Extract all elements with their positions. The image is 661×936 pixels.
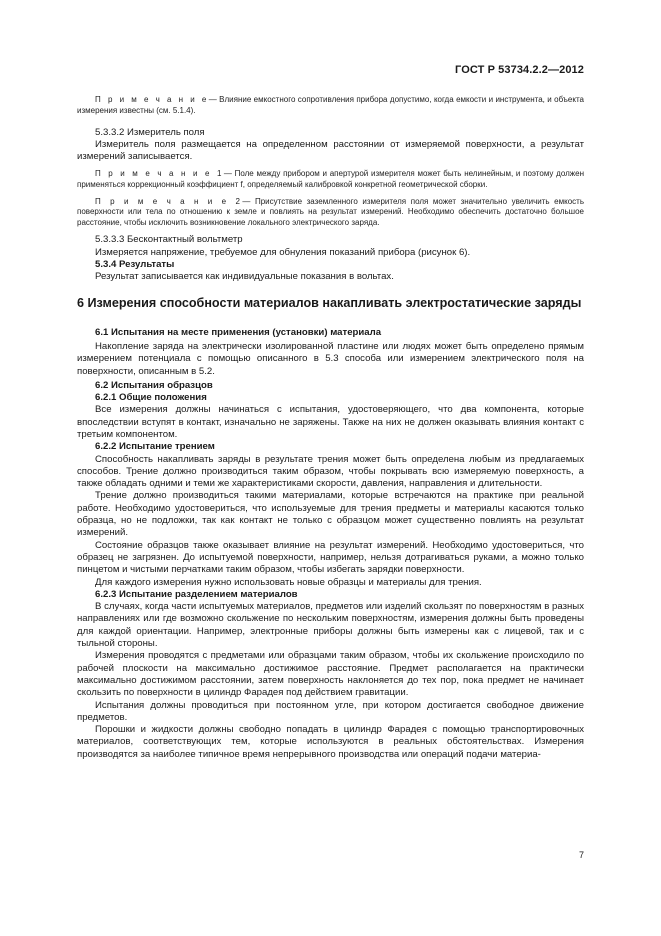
section-6-2-3-paragraph-4: Порошки и жидкости должны свободно попадать в цилиндр Фарадея с помощью транспортировочных материалов, соответствующих тем, которые используются в реальных обстоятельствах. Измерения производятся за наиболее типичное время непрерывного производства или операций подачи материа- (77, 724, 584, 760)
section-5-3-3-2-text: Измеритель поля размещается на определенном расстоянии от измеряемой поверхности, а результат измерений записывается. (77, 139, 584, 163)
note-label: П р и м е ч а н и е (95, 95, 209, 104)
note-1-label: П р и м е ч а н и е 1 (95, 168, 224, 178)
section-5-3-3-3-text: Измеряется напряжение, требуемое для обнуления показаний прибора (рисунок 6). (95, 246, 471, 258)
section-6-2-3-paragraph-3: Испытания должны проводиться при постоянном угле, при котором достигается свободное движение предметов. (77, 699, 584, 723)
section-6-title: 6 Измерения способности материалов накапливать электростатические заряды (77, 296, 582, 311)
section-6-2-title: 6.2 Испытания образцов (95, 379, 213, 391)
note-2-label: П р и м е ч а н и е 2 (95, 196, 243, 206)
section-6-2-2-paragraph-4: Для каждого измерения нужно использовать новые образцы и материалы для трения. (95, 576, 482, 588)
section-6-2-2-paragraph-1: Способность накапливать заряды в результате трения может быть определена любым из предлагаемых способов. Трение должно производиться таким образом, чтобы покрывать всю измеряемую поверхность, а также обладать одними и теми же характеристиками скорости, давления, направления и длительности. (77, 453, 584, 490)
note-1-paragraph (77, 169, 584, 191)
note-1-text: — Поле между прибором и апертурой измерителя может быть нелинейным, и поэтому должен применяться коррекционный коэффициент f, определяемый калибровкой конкретной геометрической сборки. (77, 168, 584, 189)
page-header-standard-number: ГОСТ Р 53734.2.2—2012 (455, 64, 584, 76)
section-6-2-1-text: Все измерения должны начинаться с испытания, удостоверяющего, что два компонента, которые впоследствии вступят в контакт, изначально не заряжены. Также на них не должен оказывать влияния контакт с третьим компонентом. (77, 404, 584, 440)
page-number: 7 (578, 850, 584, 860)
section-5-3-3-2-title: 5.3.3.2 Измеритель поля (95, 126, 205, 138)
page-content (77, 95, 584, 761)
note-2-paragraph (77, 197, 584, 230)
section-6-2-3-title: 6.2.3 Испытание разделением материалов (95, 588, 298, 600)
section-6-2-1-title: 6.2.1 Общие положения (95, 392, 207, 404)
note-paragraph (77, 95, 584, 117)
section-5-3-3-3-title: 5.3.3.3 Бесконтактный вольтметр (95, 234, 243, 246)
note-text: — Влияние емкостного сопротивления прибора допустимо, когда емкости и инструмента, и объекта измерения известны (см. 5.1.4). (77, 95, 584, 115)
section-5-3-4-title: 5.3.4 Результаты (95, 258, 175, 270)
section-6-2-3-paragraph-1: В случаях, когда части испытуемых материалов, предметов или изделий скользят по поверхностям в разных направлениях или где возможно скольжение по нескольким поверхностям, измерения должны быть проведены для каждой ориентации. Например, электронные приборы должны быть измерены как с лицевой, так и с тыльной стороны. (77, 601, 584, 650)
section-5-3-4-text: Результат записывается как индивидуальные показания в вольтах. (95, 271, 394, 283)
section-6-1-text: Накопление заряда на электрически изолированной пластине или людях может быть определено прямым измерением потенциала с помощью описанного в 5.3 способа или измерением электрического поля на поверхности, описанным в 5.2. (77, 340, 584, 377)
section-6-1-title: 6.1 Испытания на месте применения (установки) материала (95, 326, 382, 338)
section-6-2-2-title: 6.2.2 Испытание трением (95, 441, 215, 453)
section-6-2-2-paragraph-3: Состояние образцов также оказывает влияние на результат измерений. Необходимо удостовериться, что образец не загрязнен. До испытуемой поверхности, например, нельзя дотрагиваться руками, а можно только пинцетом и чистыми перчатками таким образом, чтобы избегать зарядки поверхности. (77, 539, 584, 576)
section-6-2-2-paragraph-2: Трение должно производиться такими материалами, которые встречаются на практике при реальной работе. Необходимо удостовериться, что используемые для трения предметы и материалы касаются только образца, но не подложки, так как контакт не только с образцом может существенно повлиять на результат измерений. (77, 490, 584, 539)
note-2-text: — Присутствие заземленного измерителя поля может значительно увеличить емкость поверхности или тела по отношению к земле и повлиять на результат измерений. Необходимо обеспечить достаточно большое расстояние, чтобы исключить возникновение локального электрического заряда. (77, 196, 585, 228)
section-6-2-3-paragraph-2: Измерения проводятся с предметами или образцами таким образом, чтобы их скольжение происходило по рабочей плоскости на максимально достижимое расстояние. Предмет располагается на практически максимально достижимом расстоянии, затем поверхность наклоняется до тех пор, пока предмет не начинает скользить по поверхности в цилиндр Фарадея под действием гравитации. (77, 650, 584, 699)
